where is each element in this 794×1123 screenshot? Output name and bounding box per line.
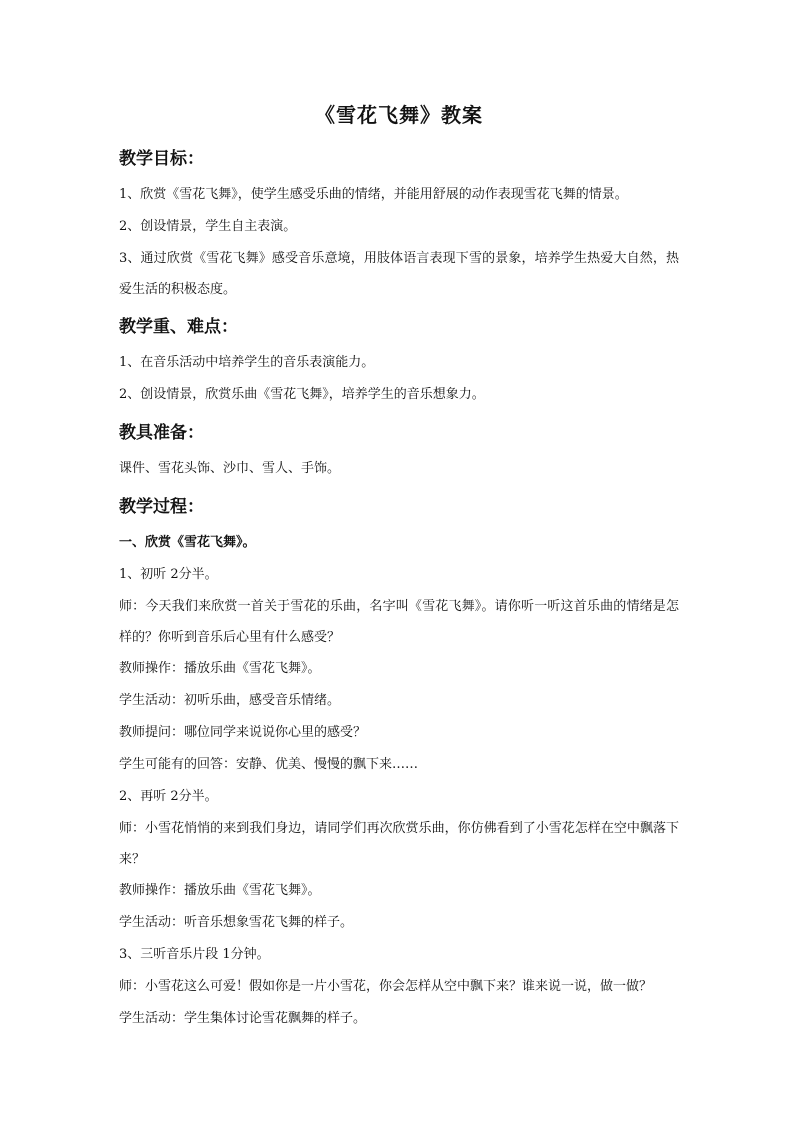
process-line-9: 教师操作：播放乐曲《雪花飞舞》。: [119, 883, 321, 898]
process-line-11: 3、三听音乐片段 1分钟。: [119, 947, 270, 962]
key-point-item-1: 1、在音乐活动中培养学生的音乐表演能力。: [119, 355, 375, 370]
key-point-item-2: 2、创设情景，欣赏乐曲《雪花飞舞》，培养学生的音乐想象力。: [119, 387, 485, 402]
process-line-13: 学生活动：学生集体讨论雪花飘舞的样子。: [119, 1011, 367, 1026]
process-line-12: 师：小雪花这么可爱！假如你是一片小雪花，你会怎样从空中飘下来？谁来说一说，做一做？: [119, 979, 653, 994]
process-line-2: 师：今天我们来欣赏一首关于雪花的乐曲，名字叫《雪花飞舞》。请你听一听这首乐曲的情绪是怎样的？你听到音乐后心里有什么感受？: [119, 599, 679, 645]
document-title: 《雪花飞舞》教案: [315, 103, 483, 127]
process-line-4: 学生活动：初听乐曲，感受音乐情绪。: [119, 693, 341, 708]
goals-heading: 教学目标：: [119, 149, 204, 169]
process-line-5: 教师提问：哪位同学来说说你心里的感受？: [119, 725, 367, 740]
process-heading: 教学过程：: [119, 497, 204, 517]
process-part1-title: 一、欣赏《雪花飞舞》。: [119, 535, 256, 550]
process-line-1: 1、初听 2分半。: [119, 567, 218, 582]
goal-item-2: 2、创设情景，学生自主表演。: [119, 219, 297, 234]
process-line-8: 师：小雪花悄悄的来到我们身边，请同学们再次欣赏乐曲，你仿佛看到了小雪花怎样在空中飘落下来？: [119, 821, 679, 867]
process-line-10: 学生活动：听音乐想象雪花飞舞的样子。: [119, 915, 354, 930]
materials-heading: 教具准备：: [119, 423, 204, 443]
goal-item-1: 1、欣赏《雪花飞舞》，使学生感受乐曲的情绪，并能用舒展的动作表现雪花飞舞的情景。: [119, 187, 628, 202]
process-line-7: 2、再听 2分半。: [119, 789, 218, 804]
materials-text: 课件、雪花头饰、沙巾、雪人、手饰。: [119, 461, 341, 476]
goal-item-3: 3、通过欣赏《雪花飞舞》感受音乐意境，用肢体语言表现下雪的景象，培养学生热爱大自然，热爱生活的积极态度。: [119, 251, 679, 297]
process-line-3: 教师操作：播放乐曲《雪花飞舞》。: [119, 661, 321, 676]
key-points-heading: 教学重、难点：: [119, 317, 238, 337]
document-body: [119, 100, 679, 1035]
process-line-6: 学生可能有的回答：安静、优美、慢慢的飘下来……: [119, 757, 419, 772]
